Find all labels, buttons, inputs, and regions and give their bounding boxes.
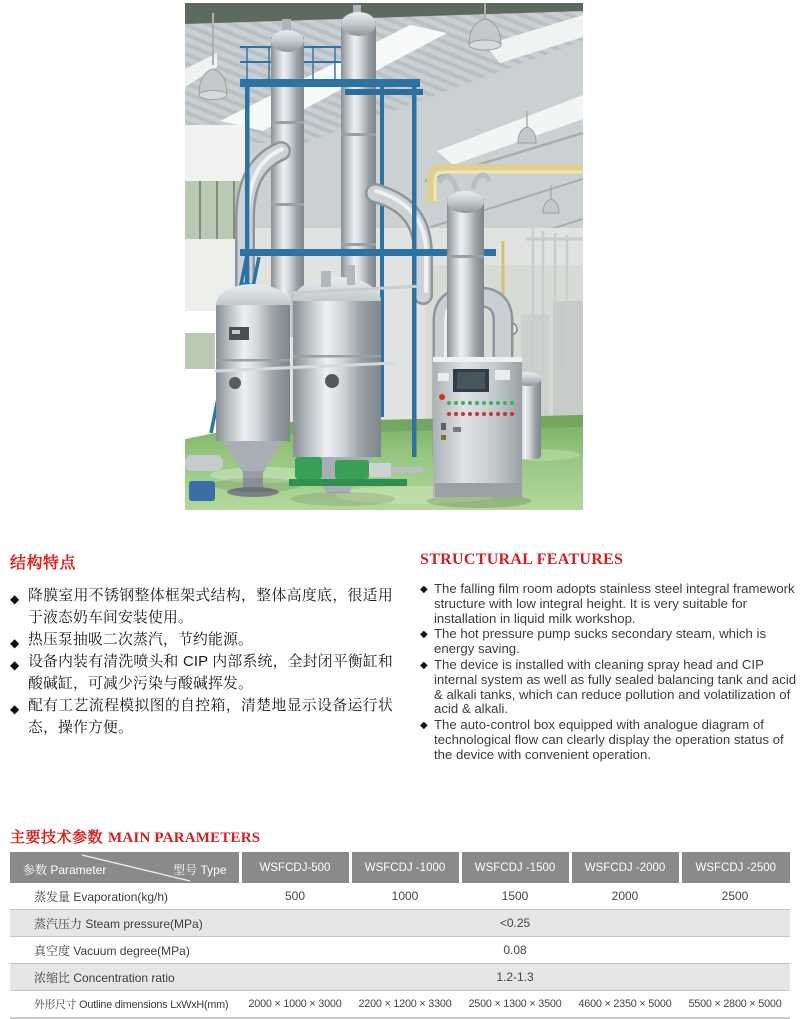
feature-text: The device is installed with cleaning spray head and CIP internal system as well as fully sealed balancing tank and acid & alkali tanks, which can reduce pollution and volatilization of acid & alkali.	[434, 656, 797, 717]
row-value: 1.2-1.3	[240, 964, 790, 991]
feature-text: 设备内装有清洗喷头和 CIP 内部系统，全封闭平衡缸和酸碱缸，可减少污染与酸碱挥发。	[28, 654, 393, 692]
parameter-header-label: 参数 Parameter	[23, 863, 107, 877]
features-heading-cn: 结构特点	[10, 555, 77, 572]
model-header-cell: WSFCDJ -2000	[570, 852, 680, 883]
row-value: 1000	[391, 889, 419, 903]
diamond-bullet-icon: ◆	[10, 702, 20, 716]
table-row-evaporation	[10, 883, 790, 910]
diamond-bullet-icon: ◆	[420, 720, 428, 732]
row-value: 2000	[611, 889, 639, 903]
diamond-bullet-icon: ◆	[420, 629, 428, 641]
table-row-steam-pressure	[10, 910, 790, 937]
model-header-cell: WSFCDJ-500	[240, 852, 350, 883]
feature-text: 热压泵抽吸二次蒸汽，节约能源。	[28, 632, 253, 648]
feature-item	[10, 651, 393, 695]
diamond-bullet-icon: ◆	[420, 584, 428, 595]
row-label: 真空度 Vacuum degree(MPa)	[10, 937, 240, 964]
feature-item	[10, 585, 393, 629]
features-heading-en: STRUCTURAL FEATURES	[420, 551, 624, 568]
diamond-bullet-icon: ◆	[420, 659, 428, 671]
feature-text: The falling film room adopts stainless steel integral framework structure with low integral height. It is very suitable for installation in liquid milk workshop.	[434, 581, 795, 626]
feature-item	[420, 582, 798, 626]
equipment-photo	[185, 3, 583, 510]
row-value: 2500 × 1300 × 3500	[460, 991, 570, 1019]
row-value: 1500	[501, 889, 529, 903]
row-label: 浓缩比 Concentration ratio	[10, 964, 240, 991]
feature-text: 配有工艺流程模拟图的自控箱，清楚地显示设备运行状态，操作方便。	[28, 698, 393, 736]
diamond-bullet-icon: ◆	[10, 592, 20, 606]
model-header-cell: WSFCDJ -1500	[460, 852, 570, 883]
feature-item	[10, 629, 393, 651]
row-value: 0.08	[240, 937, 790, 964]
table-row-vacuum-degree	[10, 937, 790, 964]
row-label: 蒸发量 Evaporation(kg/h)	[34, 889, 169, 904]
param-type-header-cell	[10, 852, 240, 883]
row-value: 4600 × 2350 × 5000	[570, 991, 680, 1019]
feature-text: 降膜室用不锈钢整体框架式结构，整体高度底，很适用于液态奶车间安装使用。	[28, 588, 393, 626]
table-header-row	[10, 852, 790, 883]
feature-item	[420, 658, 798, 717]
table-row-outline-dimensions	[10, 991, 790, 1019]
feature-item	[420, 718, 798, 762]
row-value: <0.25	[240, 910, 790, 937]
feature-item	[10, 695, 393, 739]
feature-item	[420, 627, 798, 657]
table-row-concentration-ratio	[10, 964, 790, 991]
parameters-title	[10, 826, 260, 847]
row-value: 5500 × 2800 × 5000	[680, 991, 790, 1019]
row-label: 外形尺寸 Outline dimensions LxWxH(mm)	[10, 991, 240, 1019]
row-value: 2500	[721, 889, 749, 903]
row-value: 500	[284, 889, 306, 903]
feature-text: The auto-control box equipped with analogue diagram of technological flow can clearly display the operation status of the device with convenient operation.	[434, 717, 784, 762]
model-header-cell: WSFCDJ -1000	[350, 852, 460, 883]
model-header-cell: WSFCDJ -2500	[680, 852, 790, 883]
row-value: 2000 × 1000 × 3000	[240, 991, 350, 1019]
features-section-cn	[10, 550, 393, 739]
parameters-table	[10, 852, 790, 1019]
type-header-label: 型号 Type	[173, 863, 227, 877]
feature-text: The hot pressure pump sucks secondary steam, which is energy saving.	[434, 626, 767, 657]
features-section-en	[420, 549, 798, 764]
control-cabinet	[427, 357, 531, 508]
diamond-bullet-icon: ◆	[10, 636, 20, 650]
parameters-title-en: MAIN PARAMETERS	[108, 830, 261, 846]
diamond-bullet-icon: ◆	[10, 658, 20, 672]
parameters-title-cn: 主要技术参数	[10, 829, 104, 846]
row-value: 2200 × 1200 × 3300	[350, 991, 460, 1019]
row-label: 蒸汽压力 Steam pressure(MPa)	[10, 910, 240, 937]
